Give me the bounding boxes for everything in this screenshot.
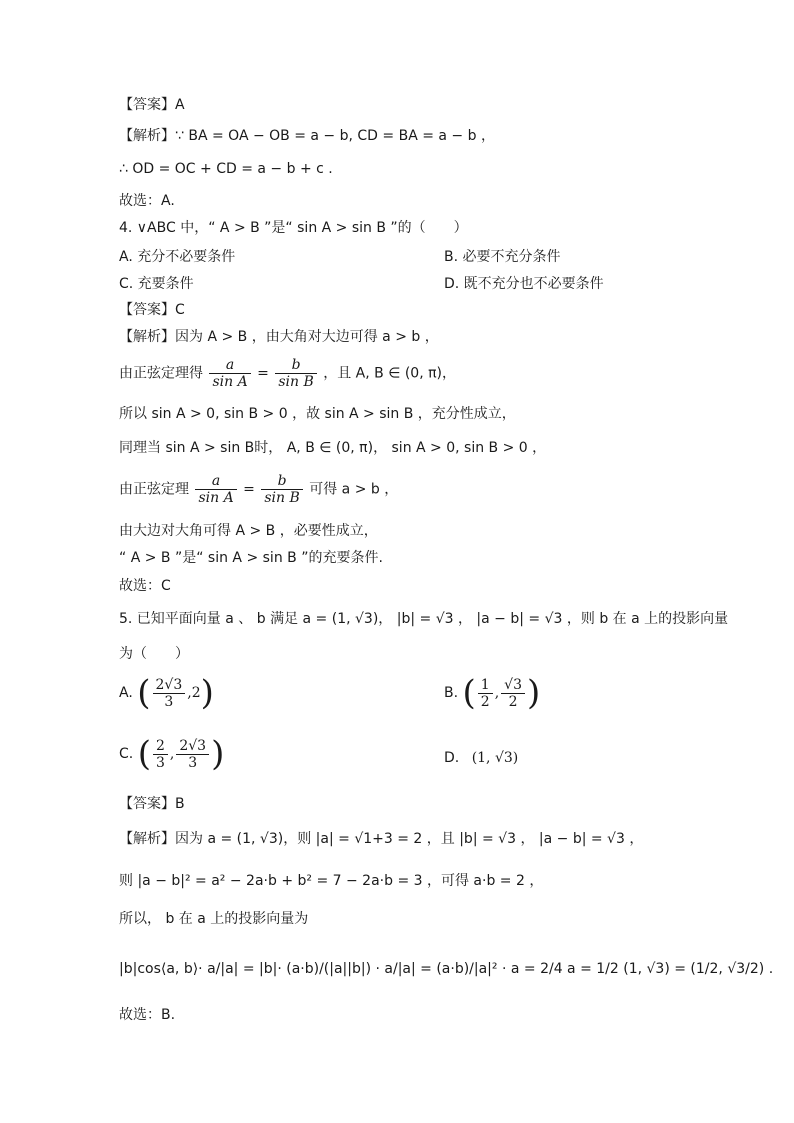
q3-choose: 故选：A. bbox=[119, 193, 175, 209]
q5-analysis-2: 则 |a − b|² = a² − 2a·b + b² = 7 − 2a·b = 3 ，可得 a·b = 2 ， bbox=[119, 873, 544, 889]
frac-numerator: 2 bbox=[153, 738, 168, 755]
q5-optC-frac1 bbox=[153, 738, 168, 771]
frac-numerator: a bbox=[209, 357, 250, 374]
frac-numerator: a bbox=[195, 473, 236, 490]
q4-frac-b-over-sinB bbox=[275, 357, 316, 390]
q4-option-d: D. 既不充分也不必要条件 bbox=[444, 276, 604, 292]
q5-choose: 故选：B. bbox=[119, 1007, 176, 1023]
option-label: B. bbox=[444, 685, 459, 701]
q4-analysis-7: “ A > B ”是“ sin A > sin B ”的充要条件. bbox=[119, 550, 383, 566]
frac-numerator: b bbox=[261, 473, 302, 490]
frac-numerator: 1 bbox=[478, 677, 493, 694]
q5-analysis-4: |b|cos⟨a, b⟩· a/|a| = |b|· (a·b)/(|a||b|) · a/|a| = (a·b)/|a|² · a = 2/4 a = 1/2 (1, √3) = (1/2, √3/2) . bbox=[119, 961, 774, 977]
frac-numerator: b bbox=[275, 357, 316, 374]
q3-analysis: 【解析】∵ BA = OA − OB = a − b, CD = BA = a − b ， bbox=[119, 128, 495, 144]
q5-stem-2: 为（ ） bbox=[119, 646, 189, 662]
option-label: A. bbox=[119, 685, 133, 701]
q5-analysis-3: 所以， b 在 a 上的投影向量为 bbox=[119, 911, 309, 927]
q5-optA-second: ,2 bbox=[187, 685, 201, 701]
q5-answer: 【答案】B bbox=[119, 796, 185, 812]
q3-answer: 【答案】A bbox=[119, 97, 185, 113]
frac-denominator: 3 bbox=[164, 693, 174, 710]
q4-analysis-1: 【解析】因为 A > B ，由大角对大边可得 a > b ， bbox=[119, 329, 439, 345]
q4-analysis-2-post: ，且 A, B ∈ (0, π)， bbox=[323, 365, 457, 382]
q4-frac-b-over-sinB-2 bbox=[261, 473, 302, 506]
q5-optB-frac2 bbox=[501, 677, 525, 710]
q5-option-d bbox=[444, 750, 518, 766]
q4-option-c: C. 充要条件 bbox=[119, 276, 194, 292]
q4-frac-a-over-sinA bbox=[209, 357, 250, 390]
q5-optA-frac bbox=[153, 677, 186, 710]
q4-frac-a-over-sinA-2 bbox=[195, 473, 236, 506]
frac-denominator: sin A bbox=[212, 374, 248, 390]
q3-analysis-line2: ∴ OD = OC + CD = a − b + c . bbox=[119, 161, 333, 177]
option-label: D. bbox=[444, 750, 460, 766]
frac-denominator: sin B bbox=[278, 374, 314, 390]
q4-analysis-2-text: 由正弦定理得 bbox=[119, 365, 203, 382]
q5-optC-frac2 bbox=[176, 738, 209, 771]
q4-choose: 故选：C bbox=[119, 578, 171, 594]
q4-analysis-5-post: 可得 a > b ， bbox=[309, 481, 399, 498]
q4-analysis-5: 由正弦定理 $\frac{a}{\text{sin A}}$ = $\frac{b}{\text{sin B}}$ 可得 a > b ， bbox=[119, 473, 399, 506]
q5-option-b: B. ( $\frac{1}{2}$ , $\frac{√3}{2}$ ) bbox=[444, 673, 541, 713]
frac-denominator: 3 bbox=[155, 754, 165, 771]
q5-option-a: A. ( $\frac{2√3}{3}$ ,2) bbox=[119, 673, 214, 713]
q5-analysis-1: 【解析】因为 a = (1, √3)，则 |a| = √1+3 = 2 ，且 |b| = √3 ， |a − b| = √3 ， bbox=[119, 831, 644, 847]
frac-denominator: sin A bbox=[198, 490, 234, 506]
frac-denominator: 2 bbox=[508, 693, 518, 710]
q4-analysis-6: 由大边对大角可得 A > B ，必要性成立， bbox=[119, 523, 378, 539]
q5-stem-1: 5. 已知平面向量 a 、 b 满足 a = (1, √3)， |b| = √3 ， |a − b| = √3 ，则 b 在 a 上的投影向量 bbox=[119, 611, 729, 627]
frac-denominator: 2 bbox=[480, 693, 490, 710]
frac-numerator: √3 bbox=[501, 677, 525, 694]
q4-answer: 【答案】C bbox=[119, 302, 185, 318]
q5-optB-frac1 bbox=[478, 677, 493, 710]
q4-analysis-3: 所以 sin A > 0, sin B > 0 ，故 sin A > sin B ，充分性成立， bbox=[119, 406, 516, 422]
frac-denominator: 3 bbox=[188, 754, 198, 771]
q5-option-c: C. ( $\frac{2}{3}$ , $\frac{2√3}{3}$ ) bbox=[119, 734, 225, 774]
q4-analysis-2: 由正弦定理得 $\frac{a}{\text{sin A}}$ = $\frac{b}{\text{sin B}}$ ，且 A, B ∈ (0, π)， bbox=[119, 357, 457, 390]
q4-analysis-5-text: 由正弦定理 bbox=[119, 481, 189, 498]
q4-analysis-4: 同理当 sin A > sin B时， A, B ∈ (0, π)， sin A > 0, sin B > 0 ， bbox=[119, 440, 547, 456]
frac-numerator: 2√3 bbox=[176, 738, 209, 755]
q4-option-a: A. 充分不必要条件 bbox=[119, 249, 236, 265]
q5-optD-value: (1, √3) bbox=[471, 750, 519, 766]
q4-stem: 4. ∨ABC 中，“ A > B ”是“ sin A > sin B ”的（ ） bbox=[119, 220, 468, 236]
frac-denominator: sin B bbox=[264, 490, 300, 506]
option-label: C. bbox=[119, 746, 134, 762]
q4-option-b: B. 必要不充分条件 bbox=[444, 249, 561, 265]
frac-numerator: 2√3 bbox=[153, 677, 186, 694]
